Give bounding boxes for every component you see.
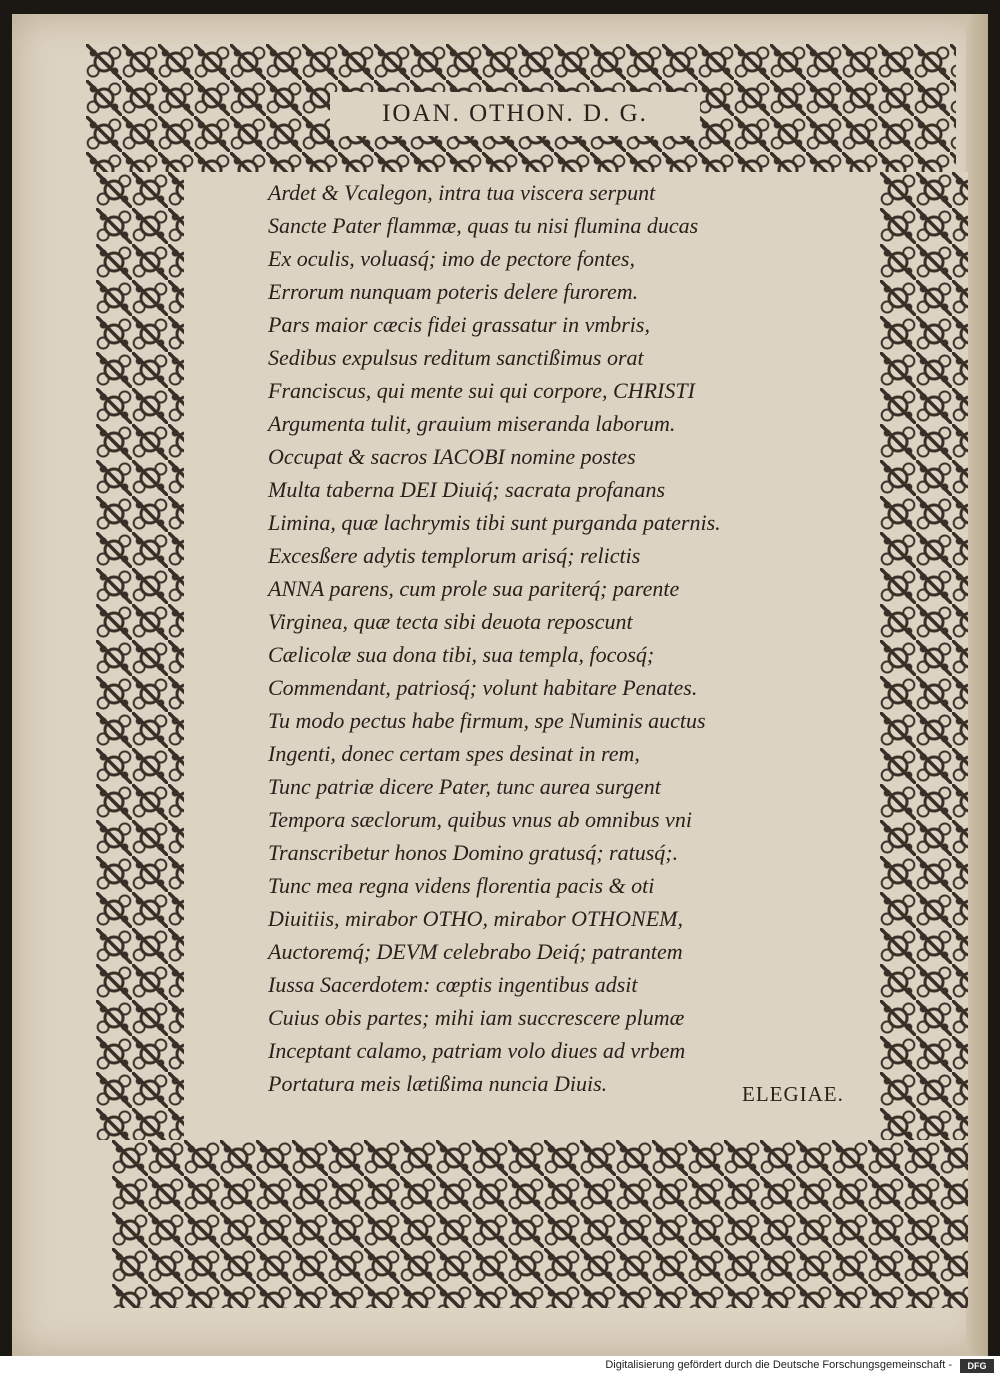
verse-line: Multa taberna DEI Diuiq́; sacrata profanans bbox=[268, 477, 665, 502]
verse-line: Tu modo pectus habe firmum, spe Numinis auctus bbox=[268, 708, 706, 733]
running-head: IOAN. OTHON. D. G. bbox=[330, 92, 700, 136]
verse-line: Ex oculis, voluasq́; imo de pectore fontes, bbox=[268, 246, 635, 271]
ornamental-border-bottom bbox=[112, 1140, 968, 1308]
verse-line: Pars maior cæcis fidei grassatur in vmbris, bbox=[268, 312, 650, 337]
verse-line: Argumenta tulit, grauium miseranda laborum. bbox=[268, 411, 676, 436]
verse-line: Occupat & sacros IACOBI nomine postes bbox=[268, 444, 636, 469]
page-edge bbox=[966, 14, 988, 1356]
verse-line: Diuitiis, mirabor OTHO, mirabor OTHONEM, bbox=[268, 906, 683, 931]
verse-line: Cælicolæ sua dona tibi, sua templa, focosq́; bbox=[268, 642, 655, 667]
verse-line: Sancte Pater flammæ, quas tu nisi flumina ducas bbox=[268, 213, 699, 238]
catchword: ELEGIAE. bbox=[742, 1082, 844, 1106]
verse-line: Virginea, quæ tecta sibi deuota reposcunt bbox=[268, 609, 633, 634]
verse-line: Tempora sæclorum, quibus vnus ab omnibus vni bbox=[268, 807, 692, 832]
verse-line: Tunc mea regna videns florentia pacis & oti bbox=[268, 873, 655, 898]
verse-line: Limina, quæ lachrymis tibi sunt purganda paternis. bbox=[268, 510, 721, 535]
verse-line: Franciscus, qui mente sui qui corpore, CHRISTI bbox=[268, 378, 695, 403]
verse-line: Commendant, patriosq́; volunt habitare Penates. bbox=[268, 675, 698, 700]
verse-line: Cuius obis partes; mihi iam succrescere plumæ bbox=[268, 1005, 685, 1030]
verse-line: Portatura meis lætißima nuncia Diuis. bbox=[268, 1071, 608, 1096]
verse-line: Tunc patriæ dicere Pater, tunc aurea surgent bbox=[268, 774, 661, 799]
verse-line: Ingenti, donec certam spes desinat in rem, bbox=[268, 741, 640, 766]
verse-line: Excesßere adytis templorum arisq́; relictis bbox=[268, 543, 641, 568]
footer-credit: Digitalisierung gefördert durch die Deutsche Forschungsgemeinschaft - bbox=[605, 1359, 952, 1371]
verse-line: ANNA parens, cum prole sua pariterq́; parente bbox=[268, 576, 680, 601]
dfg-logo: DFG bbox=[960, 1359, 994, 1373]
ornamental-border-left bbox=[96, 172, 184, 1140]
verse-line: Errorum nunquam poteris delere furorem. bbox=[268, 279, 639, 304]
verse-line: Sedibus expulsus reditum sanctißimus orat bbox=[268, 345, 644, 370]
poem-verses bbox=[268, 176, 828, 1100]
verse-line: Iussa Sacerdotem: cœptis ingentibus adsit bbox=[268, 972, 638, 997]
verse-line: Transcribetur honos Domino gratusq́; ratusq́;. bbox=[268, 840, 679, 865]
ornamental-border-right bbox=[880, 172, 968, 1140]
verse-line: Auctoremq́; DEVM celebrabo Deiq́; patrantem bbox=[268, 939, 683, 964]
verse-line: Ardet & Vcalegon, intra tua viscera serpunt bbox=[268, 180, 656, 205]
verse-line: Inceptant calamo, patriam volo diues ad vrbem bbox=[268, 1038, 686, 1063]
digitization-footer bbox=[0, 1356, 1000, 1376]
